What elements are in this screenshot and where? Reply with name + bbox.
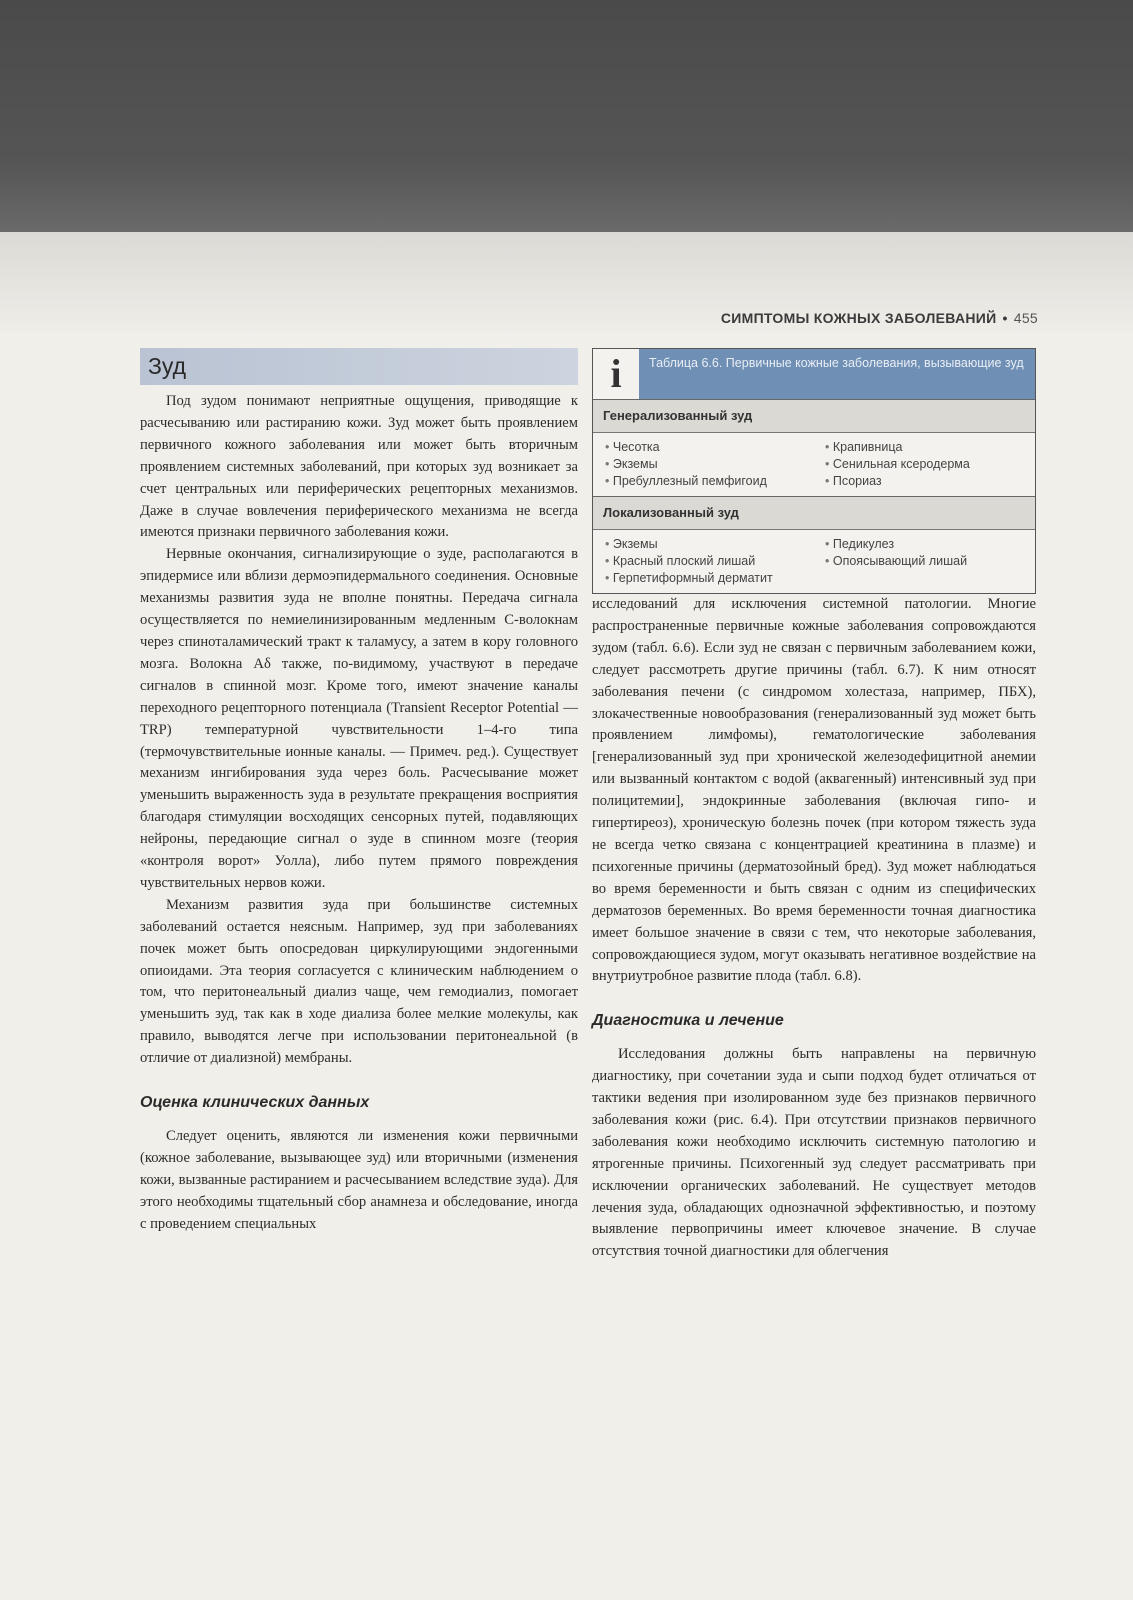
table-group-heading: Локализованный зуд	[593, 496, 1035, 530]
book-page	[0, 232, 1133, 1600]
right-column	[592, 594, 1036, 1263]
table-item: • Опоясывающий лишай	[825, 553, 1025, 570]
paragraph: Нервные окончания, сигнализирующие о зуде, располагаются в эпидермисе или вблизи дермоэпидермального соединения. Основные механизмы развития зуда не вполне понятны. Передача сигнала осуществляется по немиелинизированным медленным С-волокнам через спиноталамический тракт к таламусу, а затем в кору головного мозга. Волокна Аδ также, по-видимому, участвуют в передаче сигналов в спинной мозг. Кроме того, имеют значение каналы переходного рецепторного потенциала (Transient Receptor Potential — TRP) температурной чувствительности 1–4-го типа (термочувствительные ионные каналы. — Примеч. ред.). Существует механизм ингибирования зуда через боль. Расчесывание может уменьшить выраженность зуда в результате прекращения восприятия благодаря стимуляции восходящих сенсорных путей, подавляющих нейроны, передающие сигнал о зуде в спинном мозге (теория «контроля ворот» Уолла), либо путем прямого повреждения чувствительных нервов кожи.	[140, 546, 578, 891]
subheading-assessment: Оценка клинических данных	[140, 1094, 370, 1112]
table-item: • Педикулез	[825, 536, 1025, 553]
section-title: Зуд	[140, 348, 578, 385]
table-item: • Сенильная ксеродерма	[825, 456, 1025, 473]
table-container	[592, 348, 1036, 594]
table-header	[593, 349, 1035, 399]
page-number: 455	[1013, 310, 1038, 326]
table-item: • Псориаз	[825, 473, 1025, 490]
subheading-diagnosis: Диагностика и лечение	[592, 1012, 784, 1030]
table-item: • Экземы	[605, 536, 825, 553]
paragraph: Механизм развития зуда при большинстве системных заболеваний остается неясным. Например, зуд при заболеваниях почек может быть опосредован циркулирующими эндогенными опиоидами. Эта теория согласуется с клиническим наблюдением о том, что перитонеальный диализ чаще, чем гемодиализ, помогает уменьшить зуд, так как в ходе диализа более мелкие молекулы, как правило, выводятся легче при использовании перитонеальной (в отличие от диализной) мембраны.	[140, 896, 578, 1067]
table-title: Таблица 6.6. Первичные кожные заболевания, вызывающие зуд	[649, 356, 1024, 370]
running-header	[721, 310, 1038, 326]
table-item: • Пребуллезный пемфигоид	[605, 473, 825, 490]
running-header-separator: •	[1002, 310, 1008, 326]
paragraph: Под зудом понимают неприятные ощущения, приводящие к расчесыванию или растиранию кожи. Зуд может быть проявлением первичного кожного заболевания или может быть вторичным проявлением системных заболеваний, при которых зуд возникает за счет центральных или периферических рецепторных механизмов. Даже в случае вовлечения периферического механизма не всегда имеются признаки первичного заболевания кожи.	[140, 393, 578, 541]
info-table	[592, 348, 1036, 594]
table-group-heading: Генерализованный зуд	[593, 399, 1035, 433]
paragraph: исследований для исключения системной патологии. Многие распространенные первичные кожные заболевания сопровождаются зудом (табл. 6.6). Если зуд не связан с первичным заболеванием кожи, следует рассмотреть другие причины (табл. 6.7). К ним относят заболевания печени (с синдромом холестаза, например, ПБХ), злокачественные новообразования (генерализованный зуд может быть проявлением лимфомы), гематологические заболевания [генерализованный зуд при хронической железодефицитной анемии или вызванный контактом с водой (аквагенный) интенсивный зуд при полицитемии], эндокринные заболевания (включая гипо- и гипертиреоз), хроническую болезнь почек (при котором тяжесть зуда не всегда четко связана с концентрацией креатинина в плазме) и психогенные причины (дерматозойный бред). Зуд может наблюдаться во время беременности и быть связан с одним из специфических дерматозов беременных. Во время беременности точная диагностика имеет большое значение в связи с тем, что некоторые заболевания, сопровождающиеся зудом, могут оказывать негативное воздействие на внутриутробное развитие плода (табл. 6.8).	[592, 596, 1036, 985]
table-item: • Герпетиформный дерматит	[605, 570, 825, 587]
table-item: • Крапивница	[825, 439, 1025, 456]
left-column	[140, 348, 578, 1236]
paragraph: Следует оценить, являются ли изменения кожи первичными (кожное заболевание, вызывающее зуд) или вторичными (изменения кожи, вызванные растиранием и расчесыванием вследствие зуда). Для этого необходимы тщательный сбор анамнеза и обследование, иногда с проведением специальных	[140, 1128, 578, 1232]
info-icon: i	[593, 349, 639, 399]
table-item: • Чесотка	[605, 439, 825, 456]
running-header-title: СИМПТОМЫ КОЖНЫХ ЗАБОЛЕВАНИЙ	[720, 310, 997, 326]
table-group-body	[593, 433, 1035, 496]
paragraph: Исследования должны быть направлены на первичную диагностику, при сочетании зуда и сыпи подход будет отличаться от тактики ведения при изолированном зуде без признаков первичного заболевания кожи (рис. 6.4). При отсутствии признаков первичного заболевания кожи необходимо исключить системную патологию и ятрогенные причины. Психогенный зуд следует рассматривать при исключении органических заболеваний. Не существует методов лечения зуда, обладающих однозначной эффективностью, и поэтому выявление первопричины имеет ключевое значение. В случае отсутствия точной диагностики для облегчения	[592, 1046, 1036, 1260]
table-item: • Экземы	[605, 456, 825, 473]
table-group-body	[593, 530, 1035, 593]
table-item: • Красный плоский лишай	[605, 553, 825, 570]
scan-shadow	[0, 0, 1133, 232]
